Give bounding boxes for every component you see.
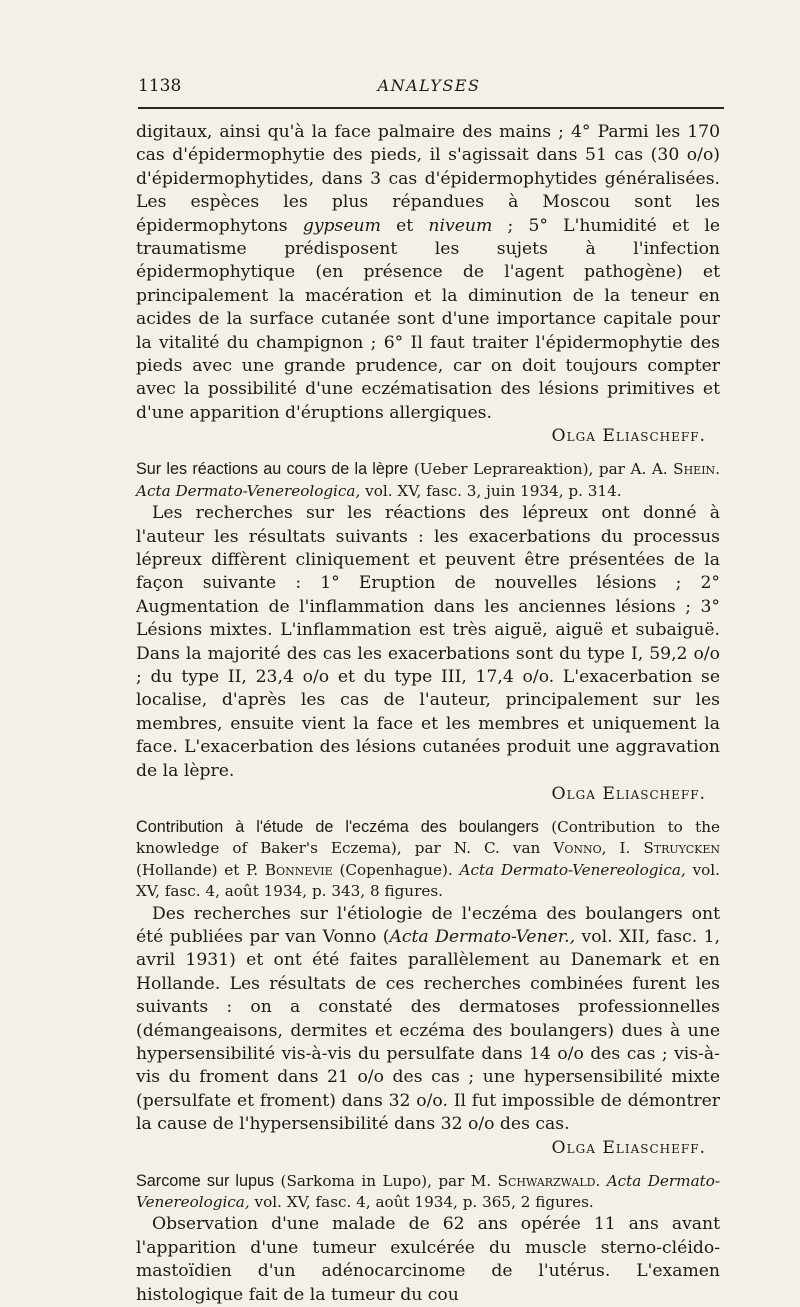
article-body	[136, 121, 720, 1307]
header-rule	[138, 107, 724, 109]
section-body: Des recherches sur l'étiologie de l'eczéma des boulangers ont été publiées par van Vonno (Acta Dermato-Vener., vol. XII, fasc. 1, avril 1931) et ont été faites parallèlement au Danemark et en Hollande. Les résultats de ces recherches combinées furent les suivants : on a constaté des dermatoses professionnelles (démangeaisons, dermites et eczéma des boulangers) dues à une hypersensibilité vis-à-vis du persulfate dans 14 o/o des cas ; vis-à-vis du froment dans 21 o/o des cas ; une hypersensibilité mixte (persulfate et froment) dans 32 o/o. Il fut impossible de démontrer la cause de l'hypersensibilité dans 32 o/o des cas.	[136, 903, 720, 1135]
section-heading: Sarcome sur lupus (Sarkoma in Lupo), par M. Schwarzwald. Acta Dermato-Venereologica, vol. XV, fasc. 4, août 1934, p. 365, 2 figures.	[136, 1171, 721, 1212]
section-heading: Contribution à l'étude de l'eczéma des boulangers (Contribution to the knowledge of Baker's Eczema), par N. C. van Vonno, I. Struycken (Hollande) et P. Bonnevie (Copenhague). Acta Dermato-Venereologica, vol. XV, fasc. 4, août 1934, p. 343, 8 figures.	[136, 817, 720, 901]
signature: Olga Eliascheff.	[551, 426, 706, 447]
signature: Olga Eliascheff.	[551, 1137, 706, 1158]
section-heading: Sur les réactions au cours de la lèpre (Ueber Leprareaktion), par A. A. Shein. Acta Dermato-Venereologica, vol. XV, fasc. 3, juin 1934, p. 314.	[136, 460, 720, 500]
section-body: Les recherches sur les réactions des lépreux ont donné à l'auteur les résultats suivants : les exacerbations du processus lépreux diffèrent cliniquement et peuvent être présentées de la façon suivante : 1° Eruption de nouvelles lésions ; 2° Augmentation de l'inflammation dans les anciennes lésions ; 3° Lésions mixtes. L'inflammation est très aiguë, aiguë et subaiguë. Dans la majorité des cas les exacerbations sont du type I, 59,2 o/o ; du type II, 23,4 o/o et du type III, 17,4 o/o. L'exacerbation se localise, d'après les cas de l'auteur, principalement sur les membres, ensuite vient la face et les membres et uniquement la face. L'exacerbation des lésions cutanées produit une aggravation de la lèpre.	[136, 503, 720, 781]
running-title: ANALYSES	[377, 76, 481, 95]
section-body: Observation d'une malade de 62 ans opérée 11 ans avant l'apparition d'une tumeur exulcérée du muscle sterno-cléido-mastoïdien d'un adénocarcinome de l'utérus. L'examen histologique fait de la tumeur du cou	[136, 1214, 720, 1305]
page-number: 1138	[138, 76, 182, 96]
intro-paragraph: digitaux, ainsi qu'à la face palmaire des mains ; 4° Parmi les 170 cas d'épidermophytie des pieds, il s'agissait dans 51 cas (30 o/o) d'épidermophytides, dans 3 cas d'épidermophytides généralisées. Les espèces les plus répandues à Moscou sont les épidermophytons gypseum et niveum ; 5° L'humidité et le traumatisme prédisposent les sujets à l'infection épidermophytique (en présence de l'agent pathogène) et principalement la macération et la diminution de la teneur en acides de la surface cutanée sont d'une importance capitale pour la vitalité du champignon ; 6° Il faut traiter l'épidermophytie des pieds avec une grande prudence, car on doit toujours compter avec la possibilité d'une eczématisation des lésions primitives et d'une apparition d'éruptions allergiques.	[136, 122, 720, 423]
signature: Olga Eliascheff.	[551, 783, 706, 804]
section-title: Sarcome sur lupus	[136, 1171, 275, 1190]
section-title: Sur les réactions au cours de la lèpre	[136, 460, 409, 479]
page-header	[138, 76, 720, 100]
section-title: Contribution à l'étude de l'eczéma des boulangers	[136, 817, 539, 836]
